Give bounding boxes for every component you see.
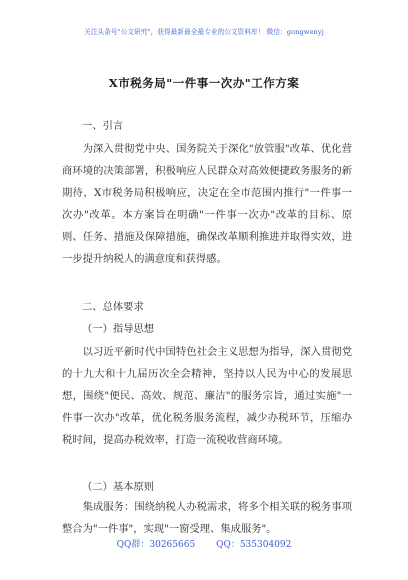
guiding-paragraph-block bbox=[62, 341, 352, 451]
principles-paragraph: 集成服务：围绕纳税人办税需求，将多个相关联的税务事项整合为"一件事"，实现"一窗受理、集成服务"。 bbox=[62, 501, 352, 535]
intro-paragraph: 为深入贯彻党中央、国务院关于深化"放管服"改革、优化营商环境的决策部署，积极响应人民群众对高效便捷政务服务的新期待，X市税务局积极响应，决定在全市范围内推行"一件事一次办"改革。本方案旨在明确"一件事一次办"改革的目标、原则、任务、措施及保障措施，确保改革顺利推进并取得实效，进一步提升纳税人的满意度和获得感。 bbox=[62, 143, 352, 265]
qq-group-text: QQ群：30265665 bbox=[116, 540, 196, 550]
subsection-heading-principles: （二）基本原则 bbox=[82, 481, 155, 493]
section-heading-intro: 一、引言 bbox=[82, 120, 124, 132]
intro-paragraph-block bbox=[62, 138, 352, 270]
contact-footer bbox=[0, 537, 408, 550]
promo-banner: 关注头条号"公文研究"，获得最新最全最专业的公文资料库！ 微信：gongwenyj bbox=[84, 28, 324, 36]
qq-text: QQ：535304092 bbox=[216, 540, 292, 550]
principles-paragraph-block bbox=[62, 496, 352, 540]
document-title: X市税务局"一件事一次办"工作方案 bbox=[108, 76, 300, 90]
section-heading-requirements: 二、总体要求 bbox=[82, 301, 144, 313]
guiding-paragraph: 以习近平新时代中国特色社会主义思想为指导，深入贯彻党的十九大和十九届历次全会精神，坚持以人民为中心的发展思想，围绕"便民、高效、规范、廉洁"的服务宗旨，通过实施"一件事一次办"改革，优化税务服务流程，减少办税环节，压缩办税时间，提高办税效率，打造一流税收营商环境。 bbox=[62, 346, 352, 446]
subsection-heading-guiding: （一）指导思想 bbox=[82, 323, 155, 335]
